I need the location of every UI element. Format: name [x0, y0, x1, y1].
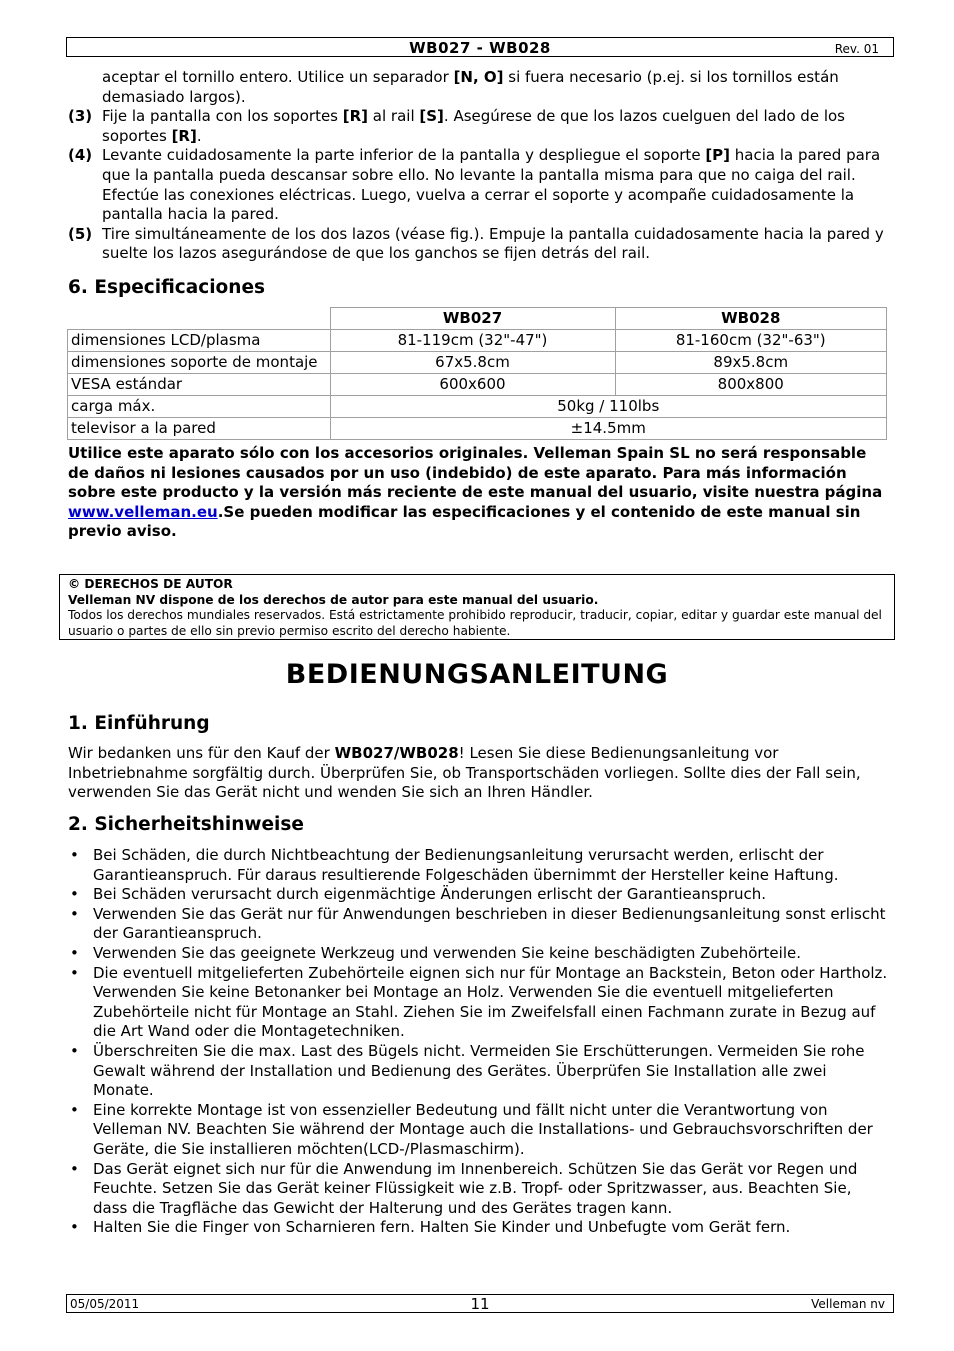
list-item-text: Überschreiten Sie die max. Last des Bügels nicht. Vermeiden Sie Erschütterungen. Vermeiden Sie rohe Gewalt während der Installation und Bedienung des Gerätes. Überprüfen Sie Installation alle zwei Monate.: [93, 1041, 865, 1100]
table-row: [68, 417, 887, 439]
cell-value: 50kg / 110lbs: [330, 395, 887, 417]
step-3: [68, 107, 884, 146]
text: aceptar el tornillo entero. Utilice un separador: [102, 68, 454, 86]
bullet-icon: •: [70, 1041, 79, 1060]
text: .: [196, 126, 202, 145]
specs-table: [67, 307, 887, 440]
german-manual-title: BEDIENUNGSANLEITUNG: [285, 659, 669, 690]
row-label: dimensiones LCD/plasma: [68, 329, 331, 351]
list-item-text: Die eventuell mitgelieferten Zubehörteile eignen sich nur für Montage an Backstein, Beton oder Hartholz. Verwenden Sie keine Betonanker bei Montage an Holz. Verwenden Sie die eventuell mitgelieferten Zubehörteile nicht für Montage an Stahl. Ziehen Sie im Zweifelsfall einen Fachmann zurate in Bezug auf die Art Wand oder die Montagetechniken.: [93, 963, 888, 1041]
step-number: (5): [68, 224, 93, 243]
list-item-text: Verwenden Sie das geeignete Werkzeug und verwenden Sie keine beschädigten Zubehörteile.: [93, 943, 801, 962]
column-header-wb028: WB028: [615, 307, 887, 329]
spanish-section: [68, 68, 884, 542]
cell-value: 600x600: [330, 373, 615, 395]
bullet-icon: •: [70, 1218, 79, 1237]
text: al rail: [368, 107, 420, 126]
list-item: [68, 964, 888, 1042]
part-ref: [S]: [419, 107, 444, 126]
bullet-icon: •: [70, 846, 79, 864]
row-label: VESA estándar: [68, 373, 331, 395]
cell-value: 67x5.8cm: [330, 351, 615, 373]
copyright-box: [59, 574, 895, 640]
text: Fije la pantalla con los soportes: [102, 107, 343, 126]
introduction-text: [68, 744, 888, 803]
cell-value: ±14.5mm: [330, 417, 887, 439]
cell-value: 81-160cm (32"-63"): [615, 329, 887, 351]
step-number: (3): [68, 107, 93, 126]
part-ref: [P]: [705, 146, 731, 165]
bullet-icon: •: [70, 1159, 79, 1178]
cell-value: 81-119cm (32"-47"): [330, 329, 615, 351]
safety-heading: 2. Sicherheitshinweise: [68, 814, 304, 835]
bullet-icon: •: [70, 963, 79, 982]
step-text: [102, 107, 884, 146]
text: . Asegúrese de que los lazos cuelguen del lado de los soportes: [102, 107, 845, 145]
velleman-link[interactable]: www.velleman.eu: [68, 502, 218, 521]
row-label: carga máx.: [68, 395, 331, 417]
text: .Se pueden modificar las especificaciones y el contenido de este manual sin previo aviso.: [68, 502, 861, 541]
safety-list: [68, 846, 888, 1238]
table-row: [68, 351, 887, 373]
list-item: [68, 1160, 888, 1219]
page-number: 11: [470, 1295, 490, 1313]
list-item: [68, 1101, 888, 1160]
row-label: televisor a la pared: [68, 417, 331, 439]
step-number: (4): [68, 146, 93, 165]
list-item: [68, 1218, 888, 1238]
list-item-text: Das Gerät eignet sich nur für die Anwendung im Innenbereich. Schützen Sie das Gerät vor Regen und Feuchte. Setzen Sie das Gerät keiner Flüssigkeit wie z.B. Tropf- oder Spritzwasser, aus. Beachten Sie, dass die Tragfläche das Gewicht der Halterung und des Gerätes tragen kann.: [93, 1159, 858, 1217]
list-item: [68, 1042, 888, 1101]
step-5: [68, 225, 884, 264]
table-row: [68, 395, 887, 417]
list-item-text: Halten Sie die Finger von Scharnieren fern. Halten Sie Kinder und Unbefugte vom Gerät fern.: [93, 1218, 791, 1237]
step-4: [68, 146, 884, 224]
copyright-title: © DERECHOS DE AUTOR: [68, 577, 233, 591]
page-header: [66, 37, 894, 57]
cell-value: 89x5.8cm: [615, 351, 887, 373]
table-header-row: [68, 307, 887, 329]
table-row: [68, 373, 887, 395]
copyright-owner: Velleman NV dispone de los derechos de autor para este manual del usuario.: [68, 592, 599, 607]
text: Wir bedanken uns für den Kauf der: [68, 744, 335, 762]
list-item: [68, 905, 888, 944]
copyright-text: Todos los derechos mundiales reservados. Está estrictamente prohibido reproducir, traducir, copiar, editar y guardar este manual del usuario o partes de ello sin previo permiso escrito del derecho habiente.: [68, 608, 882, 638]
introduction-heading: 1. Einführung: [68, 713, 210, 734]
model-name: WB027/WB028: [334, 744, 459, 762]
cell-value: 800x800: [615, 373, 887, 395]
list-item-text: Bei Schäden verursacht durch eigenmächtige Änderungen erlischt der Garantieanspruch.: [93, 885, 767, 904]
list-item: [68, 944, 888, 964]
list-item-text: Verwenden Sie das Gerät nur für Anwendungen beschrieben in dieser Bedienungsanleitung sonst erlischt der Garantieanspruch.: [93, 904, 886, 943]
list-item: [68, 846, 888, 885]
footer-date: 05/05/2011: [70, 1297, 140, 1311]
bullet-icon: •: [70, 904, 79, 923]
step-text: Tire simultáneamente de los dos lazos (véase fig.). Empuje la pantalla cuidadosamente hacia la pared y suelte los lazos asegurándose de que los ganchos se fijen detrás del rail.: [102, 224, 884, 263]
part-ref: [R]: [342, 107, 369, 126]
footer-company: Velleman nv: [811, 1297, 885, 1311]
list-item-text: Eine korrekte Montage ist von essenzieller Bedeutung und fällt nicht unter die Verantwortung von Velleman NV. Beachten Sie während der Montage auch die Installations- und Gebrauchsvorschriften der Geräte, die Sie installieren möchten(LCD-/Plasmaschirm).: [93, 1100, 873, 1158]
table-corner-cell: [68, 307, 331, 329]
text: Levante cuidadosamente la parte inferior de la pantalla y despliegue el soporte: [102, 146, 706, 165]
safety-section: [68, 813, 888, 1238]
usage-notice: [68, 444, 884, 542]
part-ref: [R]: [171, 126, 197, 145]
step-continuation: [102, 68, 884, 107]
column-header-wb027: WB027: [330, 307, 615, 329]
text: hacia la pared para que la pantalla pueda descansar sobre ello. No levante la pantalla misma para que no caiga del rail. Efectúe las conexiones eléctricas. Luego, vuelva a cerrar el soporte y acompañe cuidadosamente la pantalla hacia la pared.: [102, 146, 881, 224]
header-title: WB027 - WB028: [409, 39, 551, 57]
specs-heading: 6. Especificaciones: [68, 276, 265, 298]
bullet-icon: •: [70, 885, 79, 904]
list-item: [68, 885, 888, 905]
text: ! Lesen Sie diese Bedienungsanleitung vor Inbetriebnahme sorgfältig durch. Überprüfen Sie, ob Transportschäden vorliegen. Sollte dies der Fall sein, verwenden Sie das Gerät nicht und wenden Sie sich an Ihren Händler.: [68, 744, 861, 802]
text: si fuera necesario (p.ej. si los tornillos están demasiado largos).: [102, 68, 839, 106]
bullet-icon: •: [70, 1100, 79, 1119]
text: Utilice este aparato sólo con los accesorios originales. Velleman Spain SL no será responsable de daños ni lesiones causados por un uso (indebido) de este aparato. Para más información sobre este producto y la versión más reciente de este manual del usuario, visite nuestra página: [68, 443, 883, 502]
part-ref: [N, O]: [453, 68, 504, 86]
page-footer: [66, 1294, 894, 1313]
list-item-text: Bei Schäden, die durch Nichtbeachtung der Bedienungsanleitung verursacht werden, erlischt der Garantieanspruch. Für daraus resultierende Folgeschäden übernimmt der Hersteller keine Haftung.: [93, 846, 839, 884]
row-label: dimensiones soporte de montaje: [68, 351, 331, 373]
bullet-icon: •: [70, 943, 79, 962]
table-row: [68, 329, 887, 351]
header-revision: Rev. 01: [834, 42, 879, 56]
introduction-section: [68, 712, 888, 803]
step-text: [102, 146, 884, 224]
